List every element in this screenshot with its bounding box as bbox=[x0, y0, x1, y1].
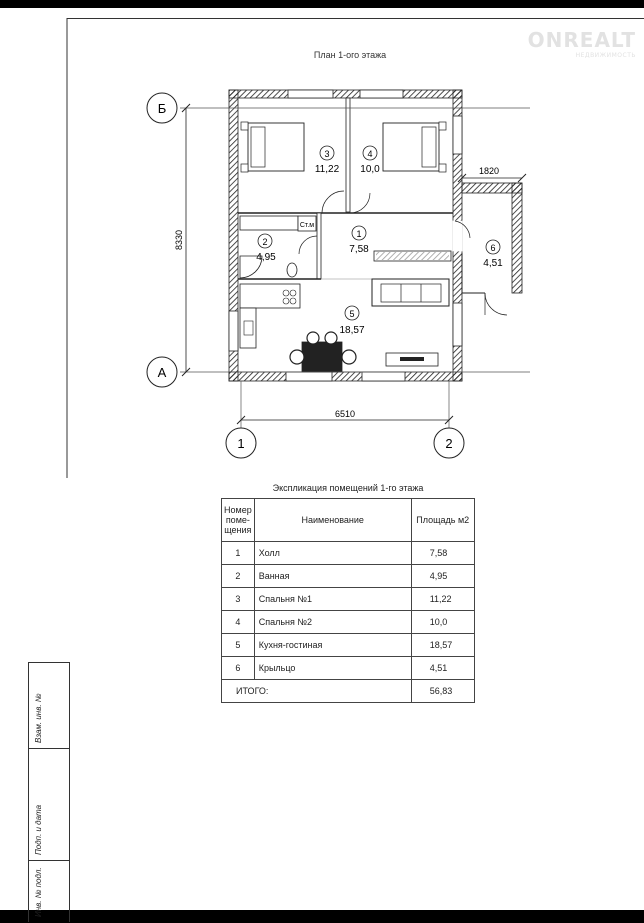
door-swing bbox=[350, 193, 370, 213]
row-num: 6 bbox=[222, 657, 255, 680]
nightstand bbox=[439, 122, 446, 130]
sofa-seat bbox=[381, 284, 441, 302]
chair bbox=[325, 332, 337, 344]
floor-plan bbox=[0, 8, 644, 478]
room-marker-6 bbox=[483, 240, 503, 269]
watermark-logo bbox=[528, 28, 636, 59]
row-area: 4,95 bbox=[411, 565, 474, 588]
header-num: Номер поме- щения bbox=[222, 499, 255, 542]
explication-table bbox=[221, 498, 475, 703]
stamp-cell bbox=[29, 748, 69, 861]
row-name: Холл bbox=[254, 542, 411, 565]
table-row bbox=[222, 611, 475, 634]
room-marker-4 bbox=[360, 146, 380, 175]
dimension-height: 8330 bbox=[174, 229, 184, 251]
partition bbox=[317, 213, 321, 279]
axis-label-a: А bbox=[157, 365, 167, 380]
row-area: 4,51 bbox=[411, 657, 474, 680]
title-stamp bbox=[28, 662, 70, 922]
row-area: 18,57 bbox=[411, 634, 474, 657]
stamp-cell bbox=[29, 860, 69, 923]
chair bbox=[307, 332, 319, 344]
room-number: 2 bbox=[262, 237, 268, 247]
toilet bbox=[287, 263, 297, 277]
bed-pillow bbox=[422, 127, 436, 167]
row-num: 2 bbox=[222, 565, 255, 588]
bed-pillow bbox=[251, 127, 265, 167]
room-area: 7,58 bbox=[349, 244, 369, 255]
door-swing bbox=[322, 191, 344, 213]
window bbox=[229, 311, 238, 351]
wall-south bbox=[229, 372, 462, 381]
header-name: Наименование bbox=[254, 499, 411, 542]
stamp-cell bbox=[29, 662, 69, 749]
row-num: 4 bbox=[222, 611, 255, 634]
plan-title: План 1-ого этажа bbox=[313, 50, 387, 60]
row-name: Спальня №2 bbox=[254, 611, 411, 634]
row-num: 5 bbox=[222, 634, 255, 657]
porch-rail bbox=[512, 183, 522, 293]
row-name: Кухня-гостиная bbox=[254, 634, 411, 657]
wall-north bbox=[229, 90, 462, 98]
window bbox=[453, 303, 462, 346]
room-area: 11,22 bbox=[314, 164, 340, 175]
room-marker-2 bbox=[256, 234, 276, 263]
row-area: 11,22 bbox=[411, 588, 474, 611]
total-area: 56,83 bbox=[411, 680, 474, 703]
nightstand bbox=[439, 164, 446, 172]
table-total-row bbox=[222, 680, 475, 703]
total-label: ИТОГО: bbox=[222, 680, 412, 703]
table-row bbox=[222, 657, 475, 680]
room-area: 18,57 bbox=[339, 325, 365, 336]
table-row bbox=[222, 588, 475, 611]
room-marker-3 bbox=[315, 146, 340, 175]
dimension-porch: 1820 bbox=[478, 166, 500, 176]
table-row bbox=[222, 565, 475, 588]
row-area: 7,58 bbox=[411, 542, 474, 565]
chair bbox=[342, 350, 356, 364]
window bbox=[288, 90, 333, 98]
dimension-width: 6510 bbox=[334, 409, 356, 419]
door-swing bbox=[299, 236, 317, 254]
nightstand bbox=[241, 164, 248, 172]
sink bbox=[244, 321, 253, 335]
bath-shelf bbox=[240, 216, 298, 230]
room-number: 3 bbox=[324, 149, 330, 159]
table-row bbox=[222, 542, 475, 565]
door-swing bbox=[485, 293, 507, 315]
table-row bbox=[222, 634, 475, 657]
chair bbox=[290, 350, 304, 364]
room-number: 5 bbox=[349, 309, 355, 319]
stamp-label: Взам. инв. № bbox=[34, 693, 43, 743]
room-number: 1 bbox=[356, 229, 362, 239]
drawing-sheet bbox=[0, 8, 644, 917]
room-number: 6 bbox=[490, 243, 496, 253]
axis-label-1: 1 bbox=[237, 436, 245, 451]
header-area: Площадь м2 bbox=[411, 499, 474, 542]
kitchen-counter bbox=[240, 284, 300, 308]
dining-table bbox=[302, 342, 342, 372]
stamp-label: Подп. и дата bbox=[34, 804, 43, 855]
nightstand bbox=[241, 122, 248, 130]
row-name: Спальня №1 bbox=[254, 588, 411, 611]
row-num: 1 bbox=[222, 542, 255, 565]
stamp-label: Инв. № подл. bbox=[34, 867, 43, 917]
watermark-sub: НЕДВИЖИМОСТЬ bbox=[575, 52, 636, 59]
watermark-brand: ONREALT bbox=[527, 28, 636, 52]
partition bbox=[346, 98, 350, 212]
fixture-label: Ст.м bbox=[299, 222, 315, 229]
room-area: 4,51 bbox=[483, 258, 503, 269]
window bbox=[362, 372, 405, 381]
row-num: 3 bbox=[222, 588, 255, 611]
room-area: 4,95 bbox=[256, 252, 276, 263]
room-marker-1 bbox=[349, 226, 369, 255]
axis-label-b: Б bbox=[157, 101, 167, 116]
window bbox=[453, 116, 462, 154]
row-area: 10,0 bbox=[411, 611, 474, 634]
row-name: Крыльцо bbox=[254, 657, 411, 680]
room-area: 10,0 bbox=[360, 164, 380, 175]
window bbox=[286, 372, 332, 381]
door-opening bbox=[453, 221, 462, 251]
explication-title: Экспликация помещений 1-го этажа bbox=[272, 483, 424, 493]
room-marker-5 bbox=[339, 306, 364, 336]
table-header-row bbox=[222, 499, 475, 542]
tv bbox=[400, 357, 424, 361]
room-number: 4 bbox=[367, 149, 373, 159]
window bbox=[360, 90, 403, 98]
row-name: Ванная bbox=[254, 565, 411, 588]
wardrobe-fill bbox=[376, 252, 449, 260]
axis-label-2: 2 bbox=[445, 436, 453, 451]
